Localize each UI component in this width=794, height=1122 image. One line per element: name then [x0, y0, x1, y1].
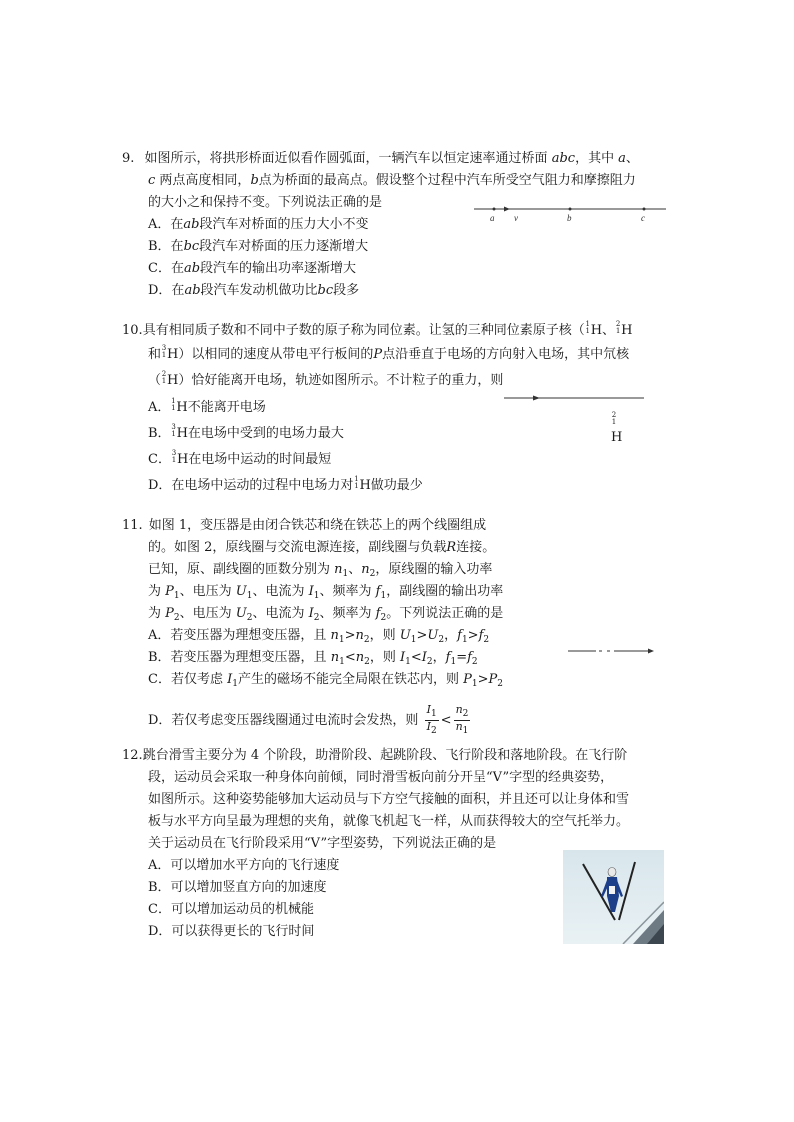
- figure-deuteron-label: 2 1H: [611, 411, 623, 445]
- arrow-right-icon: [648, 649, 654, 654]
- q11-line-3: 已知，原、副线圈的匝数分别为 $n_1$、$n_2$，原线圈的输入功率: [148, 562, 493, 579]
- point-b: [569, 208, 572, 211]
- q9-option-d[interactable]: D．在ab段汽车发动机做功比bc段多: [148, 283, 360, 298]
- arrow-icon: [533, 396, 540, 401]
- label-b: b: [567, 213, 572, 222]
- q10-option-c[interactable]: C．3 1H在电场中运动的时间最短: [148, 449, 332, 467]
- q11-option-b[interactable]: B．若变压器为理想变压器，且 $n_1<n_2$，则 $I_1<I_2$，$f_1=f_2$: [148, 650, 478, 667]
- point-c: [643, 208, 646, 211]
- q9-option-c[interactable]: C．在ab段汽车的输出功率逐渐增大: [148, 261, 357, 276]
- q12-line-4: 板与水平方向呈最为理想的夹角，就像飞机起飞一样，从而获得较大的空气托举力。: [148, 814, 630, 829]
- nuclide-h1: 1 1H: [585, 320, 603, 338]
- q12-line-1: 12.跳台滑雪主要分为 4 个阶段，助滑阶段、起跳阶段、飞行阶段和落地阶段。在飞行阶: [122, 748, 628, 763]
- fraction-n2-n1: $\frac{n_2}{n_1}$: [455, 703, 469, 736]
- nuclide-h2: 2 1H: [615, 320, 633, 338]
- q11-option-c[interactable]: C．若仅考虑 $I_1$产生的磁场不能完全局限在铁芯内，则 $P_1>P_2$: [148, 672, 503, 689]
- q12-line-3: 如图所示。这种姿势能够加大运动员与下方空气接触的面积，并且还可以让身体和雪: [148, 792, 630, 807]
- label-a: a: [490, 213, 495, 222]
- q12-option-a[interactable]: A．可以增加水平方向的飞行速度: [148, 858, 340, 873]
- label-c: c: [641, 213, 645, 222]
- q12-option-c[interactable]: C．可以增加运动员的机械能: [148, 902, 314, 917]
- q9-option-b[interactable]: B．在bc段汽车对桥面的压力逐渐增大: [148, 239, 369, 254]
- q9-line-1: 9. 如图所示，将拱形桥面近似看作圆弧面，一辆汽车以恒定速率通过桥面 abc，其中 a、: [122, 151, 639, 166]
- q12-option-d[interactable]: D．可以获得更长的飞行时间: [148, 924, 315, 939]
- q11-option-d[interactable]: D．若仅考虑变压器线圈通过电流时会发热，则 $\frac{I_1}{I_2}$ < $\frac{n_2}{n_1}$: [148, 703, 469, 736]
- q11-option-a[interactable]: A．若变压器为理想变压器，且 $n_1>n_2$，则 $U_1>U_2$，$f_1>f_2$: [148, 628, 490, 645]
- q12-line-2: 段，运动员会采取一种身体向前倾，同时滑雪板向前分开呈“V”字型的经典姿势，: [148, 770, 614, 785]
- q10-line-2: 和3 1H）以相同的速度从带电平行板间的P点沿垂直于电场的方向射入电场，其中氘核: [148, 344, 630, 362]
- q10-option-b[interactable]: B．3 1H在电场中受到的电场力最大: [148, 423, 344, 441]
- nuclide-h2-b: 2 1H: [161, 370, 179, 388]
- q11-line-5: 为 $P_2$、电压为 $U_2$、电流为 $I_2$、频率为 $f_2$。下列说法正确的是: [148, 606, 504, 623]
- q12-option-b[interactable]: B．可以增加竖直方向的加速度: [148, 880, 327, 895]
- q12-line-5: 关于运动员在飞行阶段采用“V”字型姿势，下列说法正确的是: [148, 836, 497, 851]
- point-a: [493, 208, 496, 211]
- q11-line-2: 的。如图 2，原线圈与交流电源连接，副线圈与负载R连接。: [148, 540, 496, 555]
- q10-field-figure: [500, 392, 650, 432]
- q9-option-a[interactable]: A．在ab段汽车对桥面的压力大小不变: [148, 217, 369, 232]
- fraction-i1-i2: $\frac{I_1}{I_2}$: [426, 703, 437, 736]
- velocity-arrow-icon: [504, 207, 510, 212]
- q10-option-a[interactable]: A．1 1H不能离开电场: [148, 397, 266, 415]
- q10-option-d[interactable]: D．在电场中运动的过程中电场力对1 1H做功最少: [148, 475, 423, 493]
- q9-line-3: 的大小之和保持不变。下列说法正确的是: [148, 195, 383, 210]
- q10-line-3: （2 1H）恰好能离开电场，轨迹如图所示。不计粒子的重力，则: [148, 370, 504, 388]
- label-v: v: [514, 213, 518, 222]
- ski-jumper-photo: [563, 850, 664, 944]
- q11-figure-line: [566, 645, 656, 657]
- nuclide-h3: 3 1H: [161, 344, 179, 362]
- q9-bridge-figure: [470, 200, 670, 222]
- q9-line-2: c 两点高度相同，b点为桥面的最高点。假设整个过程中汽车所受空气阻力和摩擦阻力: [148, 173, 636, 188]
- q11-line-1: 11. 如图 1，变压器是由闭合铁芯和绕在铁芯上的两个线圈组成: [122, 518, 487, 533]
- q10-line-1: 10.具有相同质子数和不同中子数的原子称为同位素。让氢的三种同位素原子核（1 1H、2 1H: [122, 320, 633, 338]
- q11-line-4: 为 $P_1$、电压为 $U_1$、电流为 $I_1$、频率为 $f_1$，副线圈的输出功率: [148, 584, 504, 601]
